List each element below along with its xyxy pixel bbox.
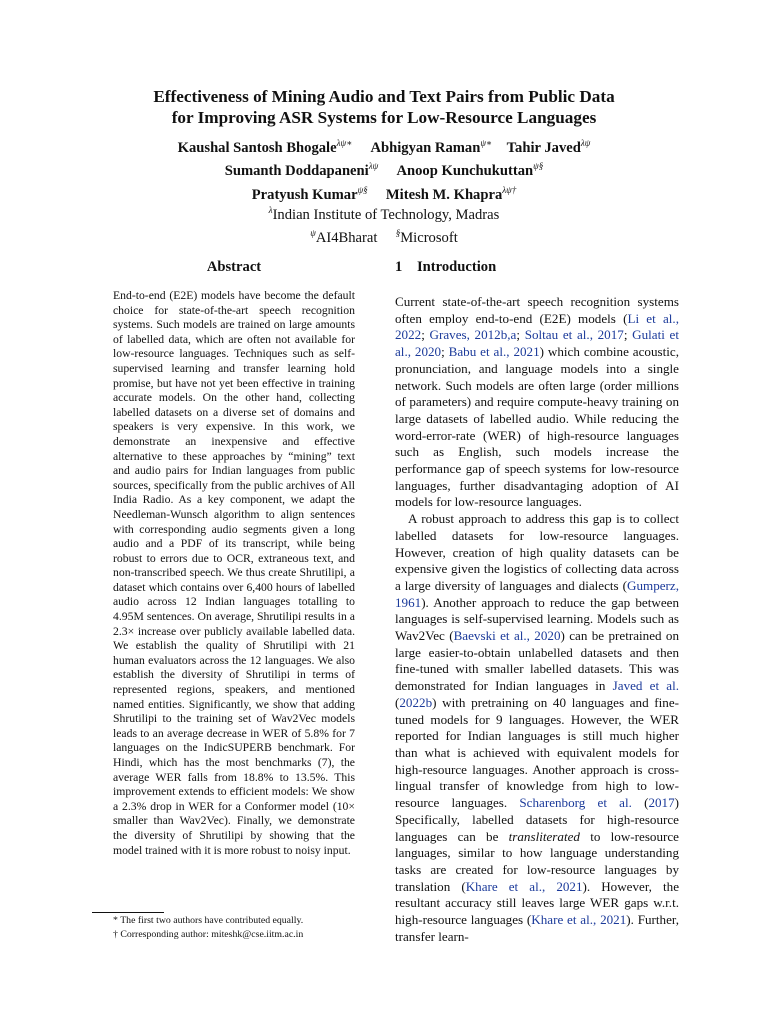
citation-link[interactable]: Gumperz, 1961 <box>395 577 679 610</box>
affiliation-name: Microsoft <box>400 229 458 246</box>
citation-link[interactable]: 2022b <box>399 694 433 710</box>
text-run: ). Another approach to reduce the gap between languages is self-supervised learning. Models such as Wav2Vec ( <box>395 594 679 644</box>
author-marks: ψ§ <box>533 161 544 172</box>
text-run: ) Specifically, labelled datasets for high-resource languages can be <box>395 795 679 844</box>
text-run: to low-resource languages, similar to how language understanding tasks are created for low-resource languages by translation ( <box>395 828 679 894</box>
emphasis-text: transliterated <box>508 828 580 844</box>
intro-paragraph-1 <box>395 294 679 511</box>
author-marks: λψ† <box>502 184 517 195</box>
affiliation-mark: λ <box>268 205 273 215</box>
left-column <box>113 258 355 858</box>
text-run: Current state-of-the-art speech recognition systems often employ end-to-end (E2E) models ( <box>395 294 679 326</box>
affiliation-mark: ψ <box>310 227 316 238</box>
author-name: Sumanth Doddapaneni <box>224 163 369 180</box>
text-run: ) with pretraining on 40 languages and fine-tuned models for 9 languages. However, the WER reported for Indian languages is still much higher than what is achieved with equivalent models for high-resource languages. Another approach is cross-lingual transfer of knowledge from high to low-resource languages. <box>395 694 679 811</box>
author-row-1 <box>0 134 768 157</box>
citation-link[interactable]: Babu et al., 2021 <box>448 344 540 360</box>
author-row-2 <box>0 157 768 180</box>
footnote-text: The first two authors have contributed equally. <box>120 915 304 926</box>
text-run: ) which combine acoustic, pronunciation, and language models into a single network. Such models are often large (order millions of parameters) and require compute-heavy training on large datasets of labelled audio. While reducing the word-error-rate (WER) of high-resource languages such as English, such models increase the performance gap of speech systems for low-resource languages, further disadvantaging adoption of AI models for low-resource languages. <box>395 344 679 510</box>
citation-link[interactable]: Soltau et al., 2017 <box>524 327 624 343</box>
abstract-text: End-to-end (E2E) models have become the default choice for state-of-the-art speech recognition systems. Such models are trained on large amounts of labelled data, which are often not available for low-resource languages. Techniques such as self-supervised learning and transfer learning hold promise, but have not yet been effective in training accurate models. On the other hand, collecting labelled datasets on a diverse set of domains and speakers is very expensive. In this work, we demonstrate an inexpensive and effective alternative to these approaches by “mining” text and audio pairs for Indian languages from public sources, specifically from the public archives of All India Radio. As a key component, we adapt the Needleman-Wunsch algorithm to align sentences with corresponding audio segments given a long audio and a PDF of its transcript, while being robust to errors due to OCR, extraneous text, and non-transcribed speech. We thus create Shrutilipi, a dataset which contains over 6,400 hours of labelled audio across 12 Indian languages totalling to 4.95M sentences. On average, Shrutilipi results in a 2.3× increase over publicly available labelled data. We establish the quality of Shrutilipi with 21 human evaluators across the 12 languages. We also establish the diversity of Shrutilipi in terms of represented regions, speakers, and mentioned named entities. Significantly, we show that adding Shrutilipi to the training set of Wav2Vec models leads to an average decrease in WER of 5.8% for 7 languages on the IndicSUPERB benchmark. For Hindi, which has the most benchmarks (7), the average WER falls from 18.8% to 13.5%. This improvement extends to efficient models: We show a 2.3% drop in WER for a Conformer model (10× smaller than Wav2Vec). Finally, we demonstrate the diversity of Shrutilipi by showing that the model trained with it is more robust to noisy input. <box>113 289 355 857</box>
footnote-mark: * <box>113 915 118 926</box>
footnote-divider <box>92 912 164 913</box>
footnote-text: Corresponding author: miteshk@cse.iitm.ac.in <box>120 929 304 940</box>
text-run: ; <box>623 327 633 343</box>
section-title: Introduction <box>417 259 497 275</box>
citation-link[interactable]: Gulati et al., 2020 <box>395 327 680 360</box>
author-marks: λψ <box>580 138 591 148</box>
citation-link[interactable]: 2017 <box>648 795 675 811</box>
author-name: Pratyush Kumar <box>251 186 358 203</box>
affiliations <box>0 201 768 247</box>
abstract-heading: Abstract <box>206 259 262 275</box>
affiliation-row-2 <box>0 224 768 247</box>
text-run: ( <box>631 795 649 811</box>
title-line-1: Effectiveness of Mining Audio and Text Pairs from Public Data <box>153 87 615 106</box>
text-run: ). Further, transfer learn- <box>395 912 679 944</box>
text-run: ; <box>441 344 449 360</box>
text-run: ) can be pretrained on large easier-to-obtain unlabelled datasets and then fine-tuned with smaller labelled datasets. This was demonstrated for Indian languages in <box>395 628 680 694</box>
footnotes <box>113 914 363 942</box>
author-marks: λψ∗ <box>336 138 353 148</box>
title-line-2: for Improving ASR Systems for Low-Resource Languages <box>171 108 597 127</box>
affiliation-name: Indian Institute of Technology, Madras <box>272 206 500 223</box>
citation-link[interactable]: Graves, 2012b,a <box>429 327 517 343</box>
author-name: Anoop Kunchukuttan <box>396 163 534 180</box>
paper-title <box>0 86 768 128</box>
citation-link[interactable]: Scharenborg et al. <box>519 795 632 811</box>
intro-paragraph-2 <box>395 511 679 945</box>
citation-link[interactable]: Khare et al., 2021 <box>465 878 583 894</box>
affiliation-name: AI4Bharat <box>315 229 378 246</box>
author-marks: λψ <box>368 161 379 172</box>
section-number: 1 <box>395 259 403 275</box>
affiliation-mark: § <box>395 227 401 238</box>
citation-link[interactable]: Li et al., 2022 <box>395 310 679 343</box>
footnote-2 <box>113 928 363 942</box>
citation-link[interactable]: Javed et al. <box>612 678 679 694</box>
author-name: Mitesh M. Khapra <box>385 186 503 203</box>
text-run: ). However, the resultant accuracy still leaves large WER gaps w.r.t. high-resource languages ( <box>395 878 680 928</box>
text-run: A robust approach to address this gap is to collect labelled datasets for low-resource languages. However, creation of high quality datasets can be expensive given the logistics of collecting data across a large diversity of languages and dialects ( <box>395 511 679 593</box>
author-name: Abhigyan Raman <box>370 139 481 156</box>
text-run: ; <box>421 327 430 343</box>
author-name: Tahir Javed <box>506 139 581 156</box>
citation-link[interactable]: Khare et al., 2021 <box>531 912 627 928</box>
affiliation-row-1 <box>0 201 768 224</box>
author-list <box>0 134 768 204</box>
footnote-1 <box>113 914 363 928</box>
text-run: ( <box>395 694 400 710</box>
citation-link[interactable]: Baevski et al., 2020 <box>453 628 561 644</box>
text-run: ; <box>516 327 525 343</box>
author-marks: ψ§ <box>357 184 368 195</box>
footnote-mark: † <box>113 929 118 940</box>
author-name: Kaushal Santosh Bhogale <box>177 139 337 156</box>
author-marks: ψ∗ <box>480 138 493 148</box>
right-column <box>395 258 679 945</box>
introduction-heading <box>395 258 679 276</box>
